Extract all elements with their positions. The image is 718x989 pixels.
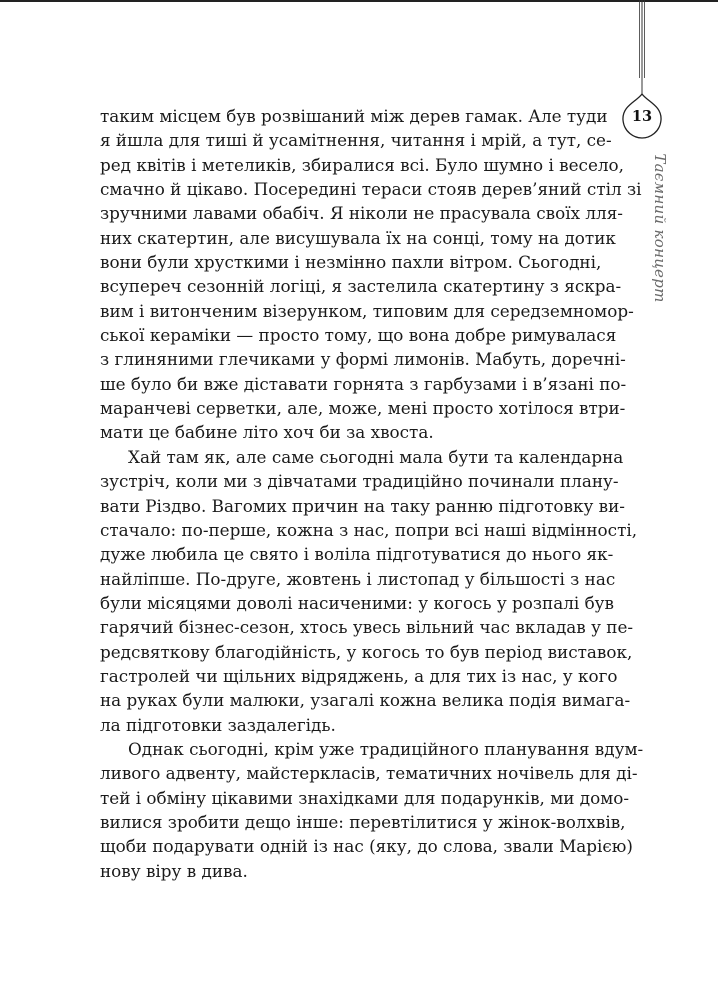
paragraph bbox=[100, 445, 638, 737]
text-line: всупереч сезонній логіці, я застелила скатертину з яскра- bbox=[100, 276, 622, 297]
text-line: ської кераміки — просто тому, що вона добре римувалася bbox=[100, 325, 617, 346]
text-line: таким місцем був розвішаний між дерев гамак. Але туди bbox=[100, 106, 608, 126]
text-line: смачно й цікаво. Посередині тераси стояв дерев’яний стіл зі bbox=[100, 179, 642, 200]
text-line: найліпше. По-друге, жовтень і листопад у більшості з нас bbox=[100, 568, 616, 589]
text-line: нову віру в дива. bbox=[100, 860, 248, 881]
text-line: вони були хрусткими і незмінно пахли вітром. Сьогодні, bbox=[100, 252, 602, 273]
page-number: 13 bbox=[631, 108, 653, 125]
text-line: мати це бабине літо хоч би за хвоста. bbox=[100, 422, 434, 443]
text-line: вим і витонченим візерунком, типовим для середземномор- bbox=[100, 300, 634, 321]
text-line: ред квітів і метеликів, збиралися всі. Було шумно і весело, bbox=[100, 154, 624, 175]
paragraph bbox=[100, 737, 644, 883]
text-line: тей і обміну цікавими знахідками для подарунків, ми домо- bbox=[100, 787, 630, 808]
text-line: редсвяткову благодійність, у когось то був період виставок, bbox=[100, 641, 633, 662]
text-line: дуже любила це свято і воліла підготуватися до нього як- bbox=[100, 544, 614, 565]
running-head: Таємний концерт bbox=[651, 153, 669, 303]
text-line: гастролей чи щільних відряджень, а для тих із нас, у кого bbox=[100, 665, 618, 686]
text-line: на руках були малюки, узагалі кожна велика подія вимага- bbox=[100, 690, 631, 711]
text-line: Хай там як, але саме сьогодні мала бути та календарна bbox=[128, 446, 624, 467]
text-line: вилися зробити дещо інше: перевтілитися у жінок-волхвів, bbox=[100, 811, 626, 832]
text-line: гарячий бізнес-сезон, хтось увесь вільний час вкладав у пе- bbox=[100, 617, 634, 638]
text-line: Однак сьогодні, крім уже традиційного планування вдум- bbox=[128, 738, 644, 759]
text-line: з глиняними глечиками у формі лимонів. Мабуть, доречні- bbox=[100, 349, 626, 370]
text-line: щоби подарувати одній із нас (яку, до слова, звали Марією) bbox=[100, 836, 633, 857]
text-line: я йшла для тиші й усамітнення, читання і мрій, а тут, се- bbox=[100, 130, 612, 151]
text-line: були місяцями доволі насиченими: у когось у розпалі був bbox=[100, 592, 614, 613]
text-line: зустріч, коли ми з дівчатами традиційно починали плану- bbox=[100, 471, 619, 492]
text-line: ливого адвенту, майстеркласів, тематичних ночівель для ді- bbox=[100, 763, 638, 784]
text-line: маранчеві серветки, але, може, мені просто хотілося втри- bbox=[100, 398, 626, 419]
text-line: стачало: по-перше, кожна з нас, попри всі наші відмінності, bbox=[100, 519, 638, 540]
text-line: вати Різдво. Вагомих причин на таку ранню підготовку ви- bbox=[100, 495, 625, 516]
text-line: ше було би вже діставати горнята з гарбузами і в’язані по- bbox=[100, 373, 627, 394]
top-border-line bbox=[0, 0, 718, 2]
text-line: зручними лавами обабіч. Я ніколи не прасувала своїх лля- bbox=[100, 203, 623, 224]
text-line: ла підготовки заздалегідь. bbox=[100, 714, 336, 735]
text-line: них скатертин, але висушувала їх на сонці, тому на дотик bbox=[100, 227, 616, 248]
